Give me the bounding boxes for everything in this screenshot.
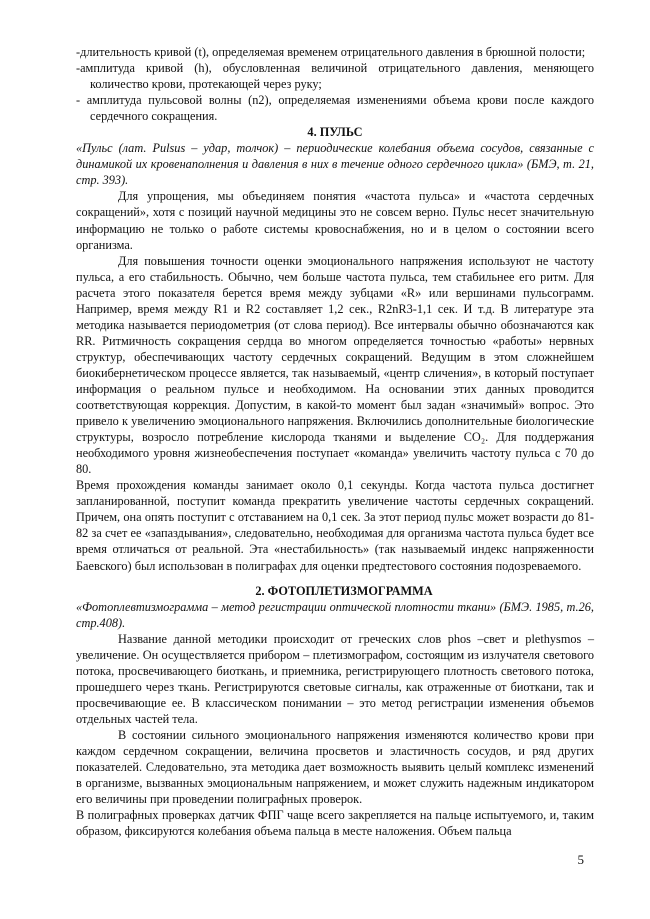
list-item-amplitude: -амплитуда кривой (h), обусловленная величиной отрицательного давления, меняющего количество крови, протекающей через руку;	[76, 61, 594, 92]
list-item-pulse-wave: - амплитуда пульсовой волны (n2), определяемая изменениями объема крови после каждого сердечного сокращения.	[76, 93, 594, 124]
section-spacer	[76, 574, 594, 583]
pulse-paragraph-2: Для повышения точности оценки эмоционального напряжения используют не частоту пульса, а его стабильность. Обычно, чем больше частота пульса, тем стабильнее его ритм. Для расчета этого показателя берется время между зубцами «R» или вершинами пульсограмм. Например, время между R1 и R2 составляет 1,2 сек., R2nR3-1,1 сек. И т.д. В литературе эта методика называется периодометрия (от слова период). Все интервалы обычно обозначаются как RR. Ритмичность сокращения сердца во многом определяется точностью «работы» нервных структур, обеспечивающих частоту сердечных сокращений. Ведущим в этом сложнейшем биокибернетическом процессе является, так называемый, «центр сличения», в который поступает информация о реальном пульсе и необходимом. На основании этих данных проводится соответствующая коррекция. Допустим, в какой-то момент был задан «значимый» вопрос. Это привело к увеличению эмоционального напряжения. Включились дополнительные биологические структуры, возросло потребление кислорода тканями и выделение СО₂. Для поддержания необходимого уровня жизнеобеспечения поступает «команда» увеличить частоту пульса с 70 до 80.	[76, 253, 594, 477]
section-heading-pulse: 4. ПУЛЬС	[307, 125, 363, 140]
page-number: 5	[577, 852, 584, 867]
list-item-duration: -длительность кривой (t), определяемая временем отрицательного давления в брюшной полости;	[76, 45, 586, 59]
pulse-paragraph-3: Время прохождения команды занимает около 0,1 секунды. Когда частота пульса достигнет запланированной, поступит команда прекратить увеличение частоты сердечных сокращений. Причем, она опять поступит с отставанием на 0,1 сек. За этот период пульс может возрасти до 81-82 за счет ее «запаздывания», следовательно, необходимая для организма частота пульса будет все время отличаться от реальной. Эта «нестабильность» (так называемый индекс напряженности Баевского) был использован в полиграфах для оценки предтестового состояния подозреваемого.	[76, 478, 594, 573]
ppg-paragraph-3: В полиграфных проверках датчик ФПГ чаще всего закрепляется на пальце испытуемого, и, таким образом, фиксируются колебания объема пальца в месте наложения. Объем пальца	[76, 808, 594, 839]
pulse-paragraph-1: Для упрощения, мы объединяем понятия «частота пульса» и «частота сердечных сокращений», хотя с позиций научной медицины это не совсем верно. Пульс несет значительную информацию не только о работе системы кровоснабжения, но и в целом о состоянии всего организма.	[76, 189, 594, 252]
ppg-paragraph-1: Название данной методики происходит от греческих слов phos –свет и plethysmos – увеличение. Он осуществляется прибором – плетизмографом, состоящим из излучателя светового потока, просвечивающего биоткань, и приемника, регистрирующего плотность светового потока, прошедшего через ткань. Регистрируются световые сигналы, как отраженные от биоткани, так и просвечивающие ее. В классическом понимании – это метод регистрации изменения объемов отдельных частей тела.	[76, 631, 594, 726]
section-heading-photoplethysmogram: 2. ФОТОПЛЕТИЗМОГРАММА	[255, 583, 433, 598]
photoplethysmogram-definition-quote: «Фотоплевтизмограмма – метод регистрации оптической плотности ткани» (БМЭ. 1985, т.26, стр.408).	[76, 599, 594, 630]
pulse-definition-quote: «Пульс (лат. Pulsus – удар, толчок) – периодические колебания объема сосудов, связанные с динамикой их кровенаполнения и давления в них в течение одного сердечного цикла» (БМЭ, т. 21, стр. 393).	[76, 141, 594, 188]
ppg-paragraph-2: В состоянии сильного эмоционального напряжения изменяются количество крови при каждом сердечном сокращении, величина просветов и эластичность сосудов, и ряд других показателей. Следовательно, эта методика дает возможность выявить целый комплекс изменений в организме, вызванных эмоциональным напряжением, и может служить надежным индикатором его величины при проведении полиграфных проверок.	[76, 727, 594, 807]
